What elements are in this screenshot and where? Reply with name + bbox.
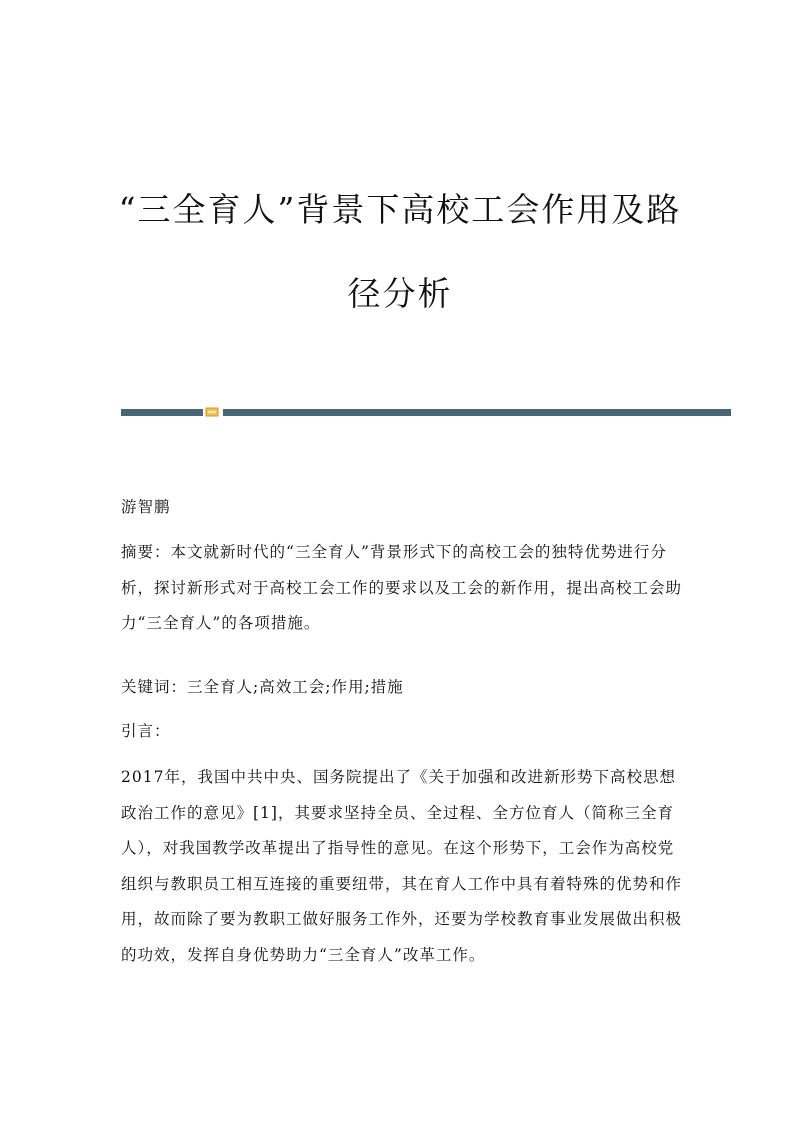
document-title-line-1: “三全育人”背景下高校工会作用及路 (118, 190, 682, 229)
keywords-label: 关键词： (121, 678, 188, 696)
document-title-line-2: 径分析 (347, 274, 453, 313)
keywords (121, 670, 686, 706)
keywords-text: 三全育人;高效工会;作用;措施 (187, 678, 404, 696)
title-divider-left (121, 409, 203, 416)
intro-paragraph: 2017年，我国中共中央、国务院提出了《关于加强和改进新形势下高校思想政治工作的意见》[1]，其要求坚持全员、全过程、全方位育人（简称三全育人），对我国教学改革提出了指导性的意见。在这个形势下，工会作为高校党组织与教职员工相互连接的重要纽带，其在育人工作中具有着特殊的优势和作用，故而除了要为教职工做好服务工作外，还要为学校教育事业发展做出积极的功效，发挥自身优势助力“三全育人”改革工作。 (121, 768, 683, 964)
abstract (121, 535, 686, 642)
author-name: 游智鹏 (121, 498, 171, 516)
intro-heading: 引言： (121, 722, 171, 740)
abstract-text: 本文就新时代的“三全育人”背景形式下的高校工会的独特优势进行分析，探讨新形式对于高校工会工作的要求以及工会的新作用，提出高校工会助力“三全育人”的各项措施。 (121, 543, 683, 632)
divider-ornament-icon (205, 406, 219, 418)
abstract-label: 摘要： (121, 543, 171, 561)
title-divider-right (223, 409, 731, 416)
